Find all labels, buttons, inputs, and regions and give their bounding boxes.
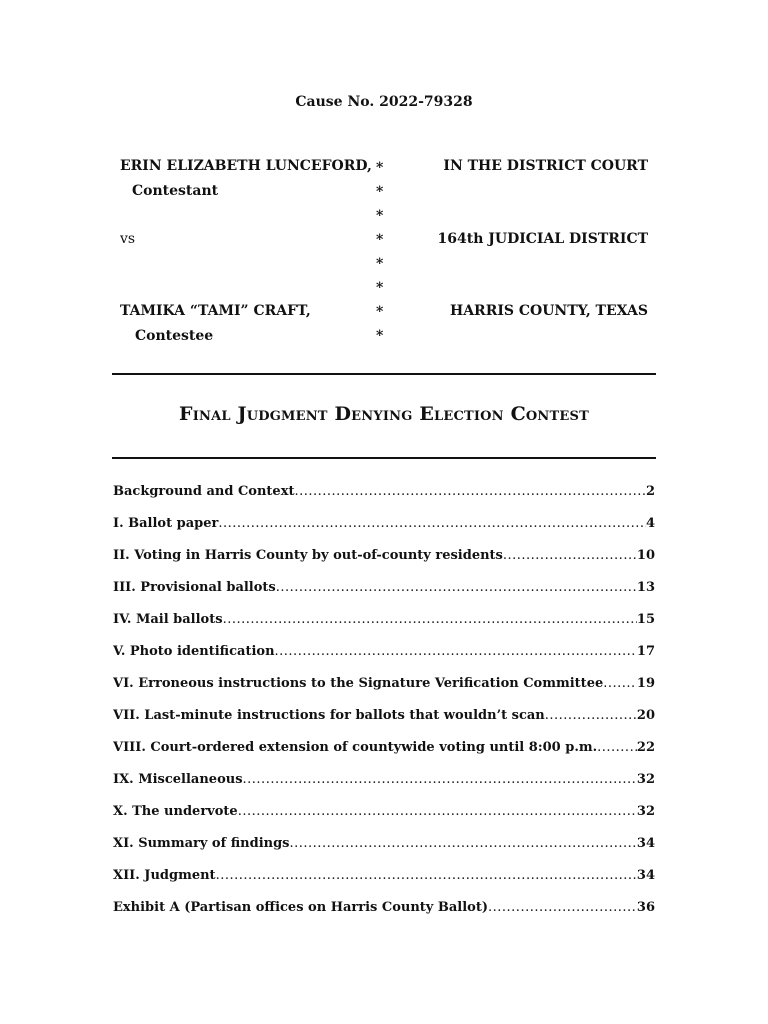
court-name: IN THE DISTRICT COURT	[443, 158, 648, 174]
toc-leader-dots	[294, 484, 645, 499]
case-caption	[0, 0, 768, 360]
toc-entry[interactable]	[113, 900, 655, 932]
toc-page-number: 10	[636, 548, 655, 563]
toc-entry[interactable]	[113, 772, 655, 804]
toc-page-number: 34	[636, 868, 655, 883]
caption-separator-star: *	[376, 280, 384, 296]
toc-page-number: 32	[636, 804, 655, 819]
caption-separator-star: *	[376, 184, 384, 200]
toc-leader-dots	[545, 708, 637, 723]
toc-page-number: 13	[636, 580, 655, 595]
table-of-contents	[113, 484, 655, 932]
toc-entry[interactable]	[113, 708, 655, 740]
toc-page-number: 20	[636, 708, 655, 723]
toc-entry-label: IV. Mail ballots	[113, 612, 223, 627]
toc-leader-dots	[276, 580, 637, 595]
toc-entry[interactable]	[113, 804, 655, 836]
toc-entry-label: VI. Erroneous instructions to the Signature Verification Committee	[113, 676, 604, 691]
cause-number: Cause No. 2022-79328	[295, 94, 473, 110]
toc-leader-dots	[597, 740, 637, 755]
judicial-district: 164th JUDICIAL DISTRICT	[437, 231, 648, 247]
toc-page-number: 36	[636, 900, 655, 915]
county-state: HARRIS COUNTY, TEXAS	[449, 303, 648, 319]
toc-entry-label: X. The undervote	[113, 804, 238, 819]
toc-leader-dots	[603, 676, 637, 691]
contestee-role: Contestee	[135, 328, 214, 344]
caption-separator-star: *	[376, 328, 384, 344]
toc-leader-dots	[223, 612, 637, 627]
caption-separator-star: *	[376, 160, 384, 176]
toc-page-number: 19	[636, 676, 655, 691]
toc-entry[interactable]	[113, 484, 655, 516]
toc-entry[interactable]	[113, 740, 655, 772]
toc-leader-dots	[238, 804, 637, 819]
toc-entry[interactable]	[113, 868, 655, 900]
toc-entry[interactable]	[113, 676, 655, 708]
toc-page-number: 4	[645, 516, 655, 531]
toc-entry[interactable]	[113, 580, 655, 612]
toc-entry-label: XI. Summary of findings	[113, 836, 290, 851]
toc-leader-dots	[275, 644, 637, 659]
toc-page-number: 15	[636, 612, 655, 627]
toc-entry-label: XII. Judgment	[113, 868, 216, 883]
caption-separator-star: *	[376, 232, 384, 248]
caption-separator-star: *	[376, 256, 384, 272]
document-title: Final Judgment Denying Election Contest	[179, 403, 589, 425]
toc-entry-label: II. Voting in Harris County by out-of-county residents	[113, 548, 503, 563]
toc-page-number: 2	[645, 484, 655, 499]
toc-leader-dots	[503, 548, 637, 563]
title-bottom-rule	[112, 457, 656, 459]
contestant-name: ERIN ELIZABETH LUNCEFORD,	[120, 158, 372, 174]
toc-leader-dots	[243, 772, 637, 787]
caption-separator-star: *	[376, 208, 384, 224]
toc-entry[interactable]	[113, 644, 655, 676]
toc-entry-label: Exhibit A (Partisan offices on Harris County Ballot)	[113, 900, 489, 915]
toc-leader-dots	[216, 868, 637, 883]
toc-page-number: 22	[636, 740, 655, 755]
toc-entry[interactable]	[113, 612, 655, 644]
title-top-rule	[112, 373, 656, 375]
contestee-name: TAMIKA “TAMI” CRAFT,	[120, 303, 311, 319]
versus-label: vs	[120, 231, 136, 247]
toc-entry-label: VIII. Court-ordered extension of countywide voting until 8:00 p.m.	[113, 740, 598, 755]
contestant-role: Contestant	[132, 183, 219, 199]
toc-entry[interactable]	[113, 836, 655, 868]
toc-entry-label: V. Photo identification	[113, 644, 275, 659]
toc-entry[interactable]	[113, 516, 655, 548]
toc-entry-label: VII. Last-minute instructions for ballots that wouldn’t scan	[113, 708, 545, 723]
toc-entry-label: I. Ballot paper	[113, 516, 219, 531]
toc-leader-dots	[218, 516, 646, 531]
toc-page-number: 32	[636, 772, 655, 787]
toc-entry-label: III. Provisional ballots	[113, 580, 276, 595]
toc-page-number: 17	[636, 644, 655, 659]
toc-entry-label: Background and Context	[113, 484, 295, 499]
toc-entry[interactable]	[113, 548, 655, 580]
caption-separator-star: *	[376, 304, 384, 320]
toc-leader-dots	[290, 836, 637, 851]
toc-entry-label: IX. Miscellaneous	[113, 772, 243, 787]
toc-leader-dots	[488, 900, 637, 915]
toc-page-number: 34	[636, 836, 655, 851]
